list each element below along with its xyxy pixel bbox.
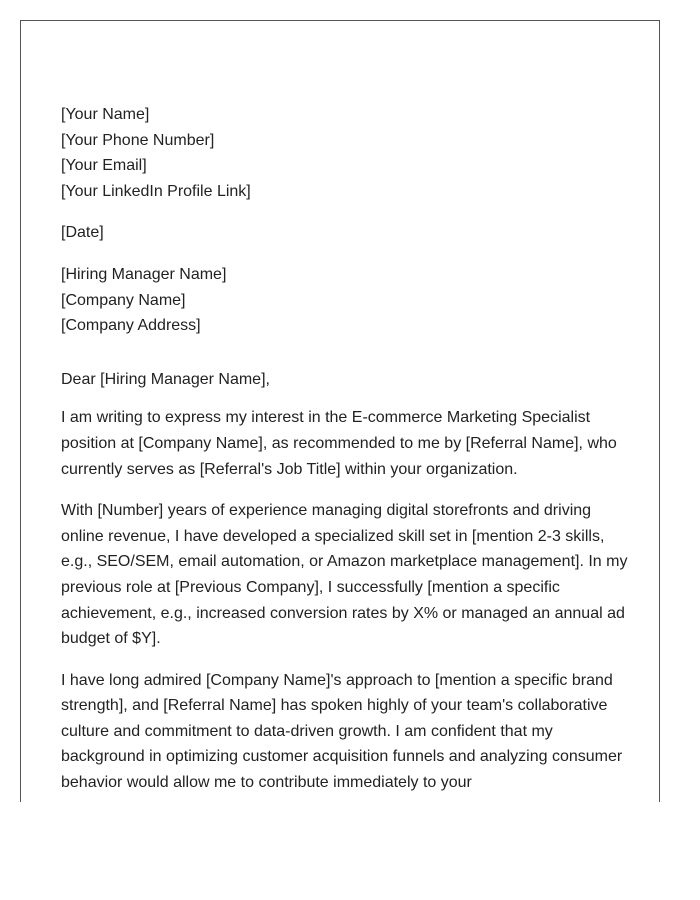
body-paragraph-intro: I am writing to express my interest in the E-commerce Marketing Specialist position at [Company Name], as recommended to me by [Referral Name], who currently serves as [Referral's Job Title] within your organization. (61, 409, 617, 478)
salutation: Dear [Hiring Manager Name], (61, 370, 270, 388)
sender-linkedin: [Your LinkedIn Profile Link] (61, 182, 251, 200)
letter-date: [Date] (61, 224, 104, 242)
recipient-manager: [Hiring Manager Name] (61, 265, 227, 283)
letter-body (61, 102, 631, 802)
sender-block (61, 102, 631, 204)
sender-name: [Your Name] (61, 106, 150, 123)
letter-page (20, 20, 660, 802)
sender-email: [Your Email] (61, 157, 147, 175)
recipient-company: [Company Name] (61, 291, 186, 309)
recipient-block (61, 262, 631, 339)
body-paragraph-fit: I have long admired [Company Name]'s approach to [mention a specific brand strength], and [Referral Name] has spoken highly of your team's collaborative culture and commitment to data-driven growth. I am confident that my background in optimizing customer acquisition funnels and analyzing consumer behavior would allow me to contribute immediately to your (61, 671, 623, 792)
date-block (61, 220, 631, 246)
body-paragraph-experience: With [Number] years of experience managing digital storefronts and driving online revenue, I have developed a specialized skill set in [mention 2-3 skills, e.g., SEO/SEM, email automation, or Amazon marketplace management]. In my previous role at [Previous Company], I successfully [mention a specific achievement, e.g., increased conversion rates by X% or managed an annual ad budget of $Y]. (61, 502, 628, 648)
recipient-address: [Company Address] (61, 317, 201, 335)
sender-phone: [Your Phone Number] (61, 131, 215, 149)
